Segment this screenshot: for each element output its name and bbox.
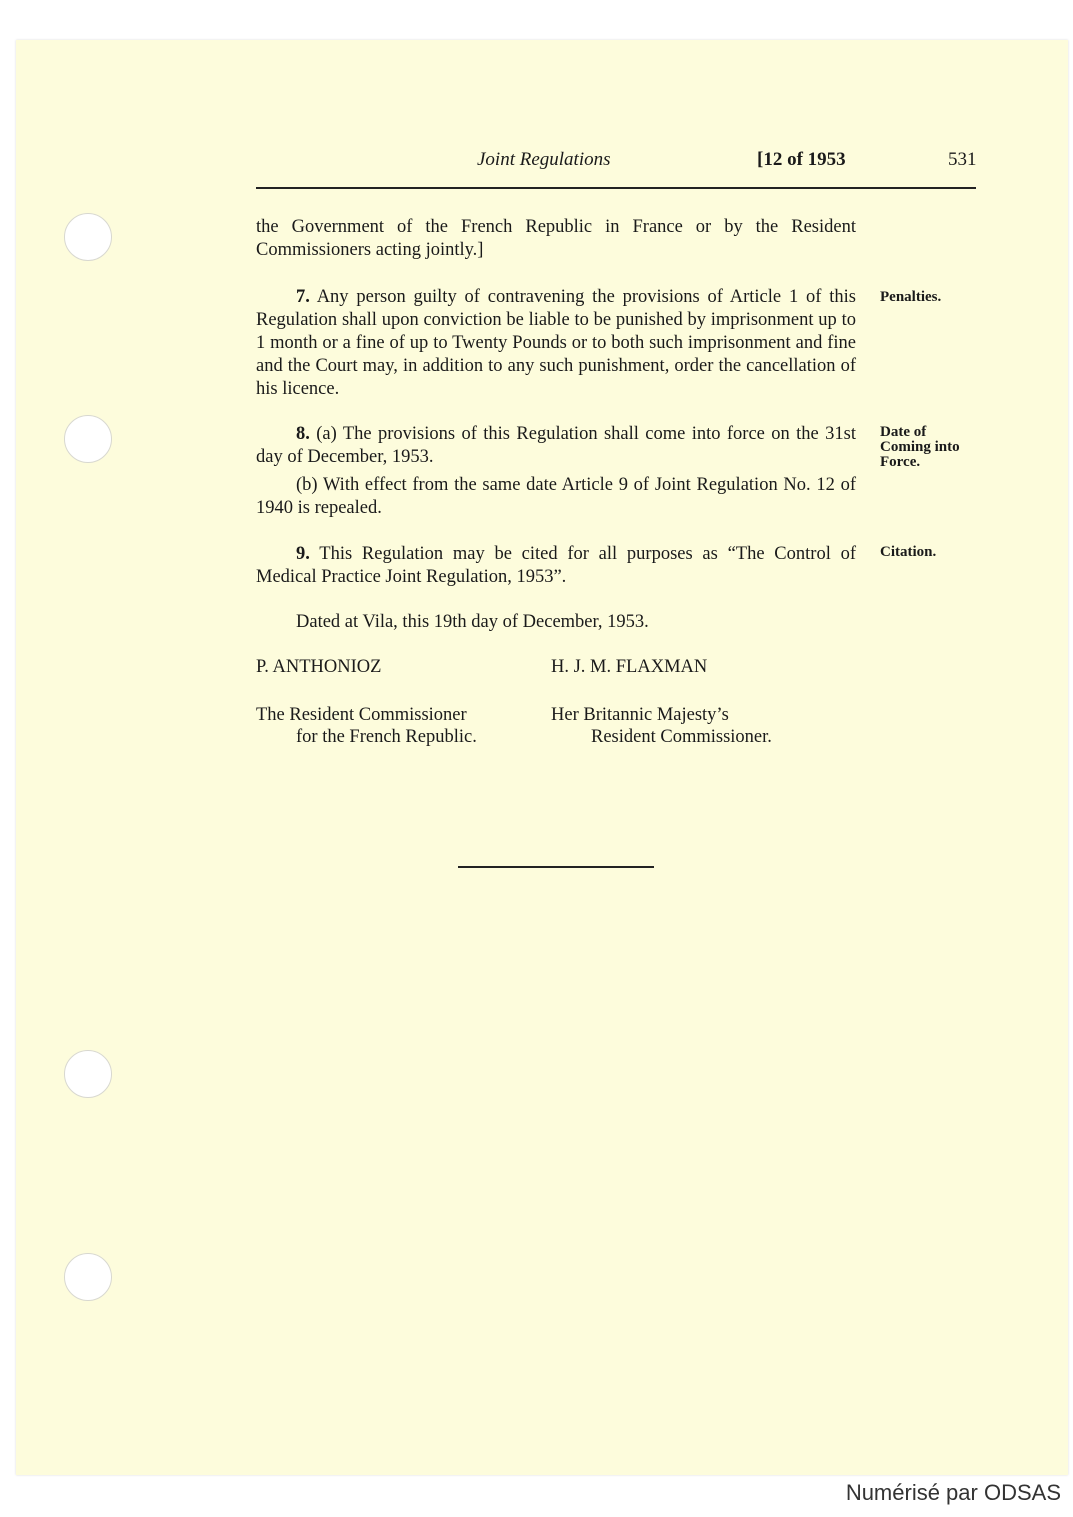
margin-note-commencement-line-2: Coming into: [880, 439, 960, 455]
running-title: Joint Regulations: [477, 149, 611, 170]
signatory-right-name: H. J. M. FLAXMAN: [551, 657, 708, 677]
signatory-right-title-line-1: Her Britannic Majesty’s: [551, 705, 729, 725]
header-rule: [256, 187, 976, 189]
punch-hole-1: [64, 213, 112, 261]
margin-note-penalties: Penalties.: [880, 289, 942, 305]
article-7-text: Any person guilty of contravening the provisions of Article 1 of this Regulation shall upon conviction be liable to be punished by imprisonment up to 1 month or a fine of up to Twenty Pounds or to both such imprisonment and fine and the Court may, in addition to any such punishment, order the cancellation of his licence.: [256, 287, 856, 399]
margin-note-citation: Citation.: [880, 544, 937, 560]
regulation-reference: [12 of 1953: [757, 149, 846, 170]
dated-line: Dated at Vila, this 19th day of December, 1953.: [296, 612, 649, 632]
signatory-right-title: [551, 704, 772, 748]
closing-rule: [458, 866, 654, 868]
signatory-right-title-line-2: Resident Commissioner.: [591, 727, 772, 747]
article-8b: (b) With effect from the same date Article 9 of Joint Regulation No. 12 of 1940 is repealed.: [256, 475, 856, 518]
punch-hole-3: [64, 1050, 112, 1098]
article-7: [256, 286, 856, 401]
article-9-text: This Regulation may be cited for all purposes as “The Control of Medical Practice Joint Regulation, 1953”.: [256, 544, 856, 587]
article-9-number: 9.: [296, 544, 310, 564]
margin-note-commencement: [880, 425, 960, 470]
continuation-paragraph: the Government of the French Republic in France or by the Resident Commissioners acting jointly.]: [256, 217, 856, 260]
punch-hole-2: [64, 415, 112, 463]
punch-hole-4: [64, 1253, 112, 1301]
signatory-left-title: [256, 704, 477, 748]
margin-note-commencement-line-3: Force.: [880, 454, 921, 470]
article-7-number: 7.: [296, 287, 310, 307]
digitization-stamp: Numérisé par ODSAS: [845, 1480, 1061, 1505]
article-8a: [256, 423, 856, 469]
signatory-left-title-line-2: for the French Republic.: [296, 727, 477, 747]
article-8a-text: (a) The provisions of this Regulation shall come into force on the 31st day of December, 1953.: [256, 424, 856, 467]
margin-note-commencement-line-1: Date of: [880, 424, 927, 440]
signatory-left-title-line-1: The Resident Commissioner: [256, 705, 467, 725]
signatory-left-name: P. ANTHONIOZ: [256, 657, 382, 677]
page-number: 531: [948, 149, 977, 170]
article-8-number: 8.: [296, 424, 310, 444]
article-9: [256, 543, 856, 589]
